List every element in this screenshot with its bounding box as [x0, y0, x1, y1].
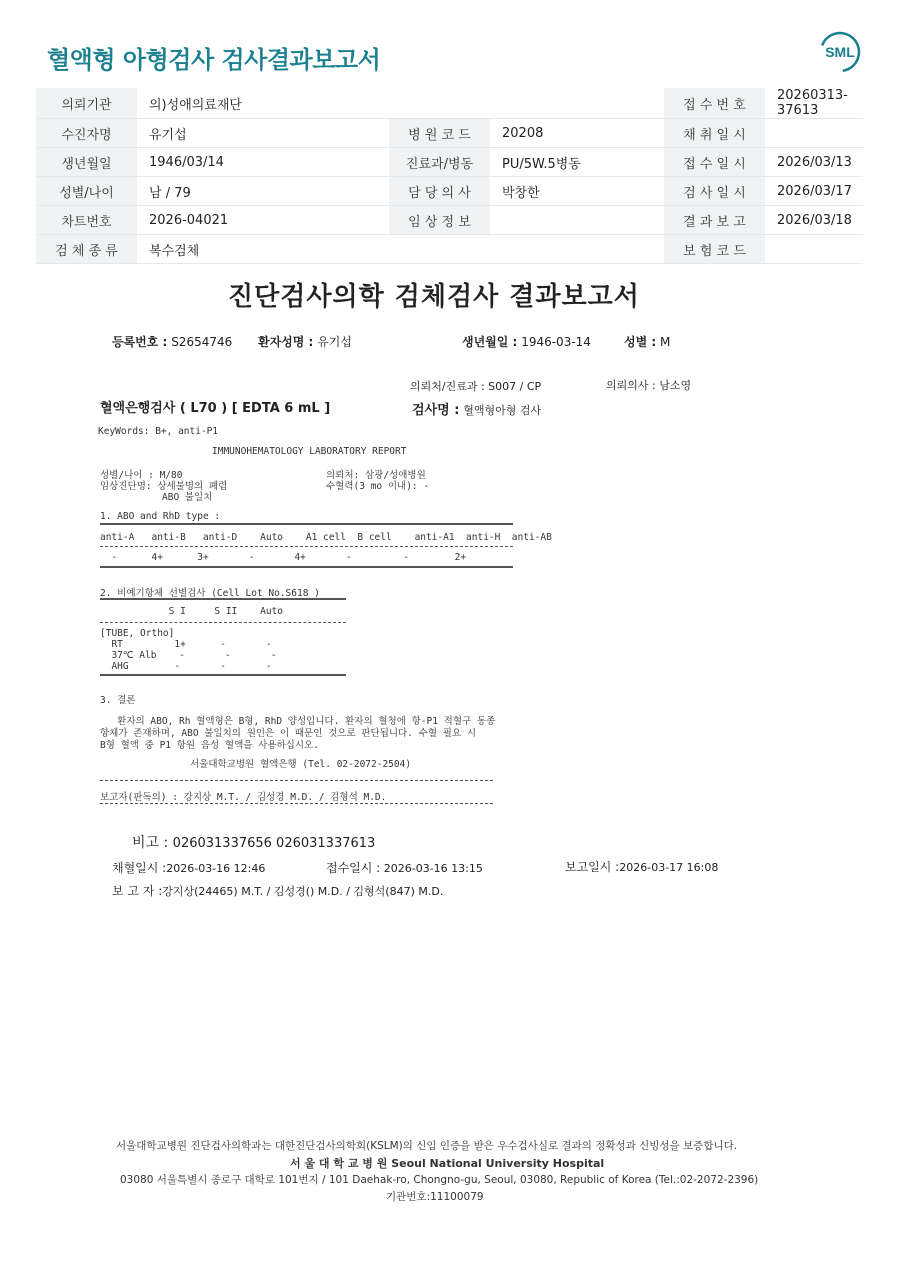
- lab-report-title: IMMUNOHEMATOLOGY LABORATORY REPORT: [212, 446, 407, 457]
- divider: [100, 674, 346, 676]
- divider: [100, 546, 513, 547]
- info-value: 2026/03/17: [765, 177, 863, 206]
- info-label: 성별/나이: [36, 177, 137, 206]
- institution-number: 기관번호:11100079: [386, 1191, 484, 1203]
- info-row: [36, 235, 863, 264]
- info-label: 생년월일: [36, 148, 137, 177]
- screen-row: [TUBE, Ortho]: [100, 628, 175, 639]
- info-label: 수진자명: [36, 119, 137, 148]
- hospital-name: 서 울 대 학 교 병 원 Seoul National University Hospital: [290, 1157, 605, 1170]
- info-label: 채 취 일 시: [664, 119, 765, 148]
- clinical-dx-2: ABO 불일치: [162, 492, 213, 503]
- screen-header: S I S II Auto: [100, 606, 284, 617]
- info-label: 보 험 코 드: [664, 235, 765, 264]
- info-value: [765, 235, 863, 264]
- reg-no: S2654746: [171, 335, 233, 349]
- info-label: 접 수 번 호: [664, 88, 765, 119]
- patient-name: 유기섭: [317, 335, 352, 349]
- divider: [100, 523, 513, 525]
- reporters: 보고자(판독의) : 강지상 M.T. / 김성경 M.D. / 김형석 M.D.: [100, 792, 387, 803]
- svg-text:SML: SML: [825, 44, 855, 60]
- abo-header: anti-A anti-B anti-D Auto A1 cell B cell anti-A1 anti-H anti-AB: [100, 532, 552, 543]
- reported-line: 보고일시 :2026-03-17 16:08: [565, 860, 719, 874]
- section2-title: 2. 비예기항체 선별검사 (Cell Lot No.S618 ): [100, 588, 320, 599]
- divider: [100, 566, 513, 568]
- info-label: 접 수 일 시: [664, 148, 765, 177]
- test-heading: 혈액은행검사 ( L70 ) [ EDTA 6 mL ]: [100, 401, 331, 416]
- dept-line: 의뢰처/진료과 : S007 / CP: [410, 380, 542, 393]
- sex-age: 성별/나이 : M/80: [100, 470, 183, 481]
- info-label: 담 당 의 사: [389, 177, 490, 206]
- info-value: 박창한: [490, 177, 664, 206]
- transfusion-history: 수혈력(3 mo 이내): -: [326, 481, 430, 492]
- abo-values: - 4+ 3+ - 4+ - - 2+: [100, 552, 467, 563]
- reporter-line: 보 고 자 :강지상(24465) M.T. / 김성경() M.D. / 김형석(847) M.D.: [112, 884, 444, 898]
- section1-title: 1. ABO and RhD type :: [100, 511, 221, 522]
- divider: [100, 598, 346, 600]
- doctor-line: 의뢰의사 : 남소영: [606, 379, 692, 392]
- conclusion-line: 환자의 ABO, Rh 혈액형은 B형, RhD 양성입니다. 환자의 혈청에 항-P1 적혈구 동종: [100, 716, 496, 727]
- info-value: 남 / 79: [137, 177, 389, 206]
- info-value: 2026/03/18: [765, 206, 863, 235]
- info-value: PU/5W.5병동: [490, 148, 664, 177]
- info-label: 병 원 코 드: [389, 119, 490, 148]
- sml-logo: [818, 30, 862, 74]
- info-label: 검 사 일 시: [664, 177, 765, 206]
- info-label: 검 체 종 류: [36, 235, 137, 264]
- remark-value: 026031337656 026031337613: [172, 836, 376, 851]
- info-row: [36, 206, 863, 235]
- info-value: 의)성애의료재단: [137, 88, 389, 119]
- info-label: 결 과 보 고: [664, 206, 765, 235]
- keywords: KeyWords: B+, anti-P1: [98, 426, 219, 437]
- info-row: [36, 148, 863, 177]
- hospital-address: 03080 서울특별시 종로구 대학로 101번지 / 101 Daehak-ro, Chongno-gu, Seoul, 03080, Republic of Korea (Tel.:02-2072-2396): [120, 1174, 759, 1186]
- info-value: 2026-04021: [137, 206, 389, 235]
- patient-info-table: [36, 88, 863, 264]
- info-value: 1946/03/14: [137, 148, 389, 177]
- info-value: 20208: [490, 119, 664, 148]
- report-title: 진단검사의학 검체검사 결과보고서: [228, 282, 640, 312]
- birth-line: 생년월일 : 1946-03-14: [462, 335, 591, 349]
- clinical-dx: 임상진단명: 상세불명의 폐렴: [100, 481, 228, 492]
- test-name-line: 검사명 : 혈액형아형 검사: [412, 403, 542, 418]
- certification-text: 서울대학교병원 진단검사의학과는 대한진단검사의학회(KSLM)의 신임 인증을 받은 우수검사실로 결과의 정확성과 신빙성을 보증합니다.: [116, 1140, 738, 1152]
- info-value: [490, 206, 664, 235]
- page-title: 혈액형 아형검사 검사결과보고서: [47, 46, 381, 74]
- collect-line: 채혈일시 :2026-03-16 12:46: [112, 861, 266, 875]
- sex-line: 성별 : M: [624, 335, 671, 349]
- reg-no-line: 등록번호 : S2654746: [112, 335, 233, 349]
- sex: M: [660, 335, 671, 349]
- info-label: 진료과/병동: [389, 148, 490, 177]
- conclusion-line: 항체가 존재하며, ABO 불일치의 원인은 이 때문인 것으로 판단됩니다. 수혈 필요 시: [100, 728, 476, 739]
- info-label: [389, 88, 490, 119]
- info-row: [36, 88, 863, 119]
- divider: [100, 780, 493, 781]
- info-label: 차트번호: [36, 206, 137, 235]
- requester: 의뢰처: 삼광/성애병원: [326, 470, 426, 481]
- screen-row: AHG - - -: [100, 661, 272, 672]
- info-value: [490, 88, 664, 119]
- info-value: [765, 119, 863, 148]
- info-label: [389, 235, 490, 264]
- info-label: 의뢰기관: [36, 88, 137, 119]
- info-row: [36, 177, 863, 206]
- info-label: 임 상 정 보: [389, 206, 490, 235]
- info-value: 20260313-37613: [765, 88, 863, 119]
- info-value: [490, 235, 664, 264]
- bloodbank-contact: 서울대학교병원 혈액은행 (Tel. 02-2072-2504): [190, 759, 412, 770]
- info-value: 유기섭: [137, 119, 389, 148]
- screen-row: 37℃ Alb - - -: [100, 650, 277, 661]
- info-value: 2026/03/13: [765, 148, 863, 177]
- patient-name-line: 환자성명 : 유기섭: [258, 335, 352, 349]
- divider: [100, 803, 493, 804]
- divider: [100, 622, 346, 623]
- screen-row: RT 1+ - -: [100, 639, 272, 650]
- birth-date: 1946-03-14: [521, 335, 591, 349]
- info-value: 복수검체: [137, 235, 389, 264]
- receipt-line: 접수일시 : 2026-03-16 13:15: [326, 861, 483, 875]
- remark-line: 비고 : 026031337656 026031337613: [132, 835, 376, 851]
- info-row: [36, 119, 863, 148]
- conclusion-line: B형 혈액 중 P1 항원 음성 혈액을 사용하십시오.: [100, 740, 319, 751]
- section3-title: 3. 결론: [100, 695, 136, 706]
